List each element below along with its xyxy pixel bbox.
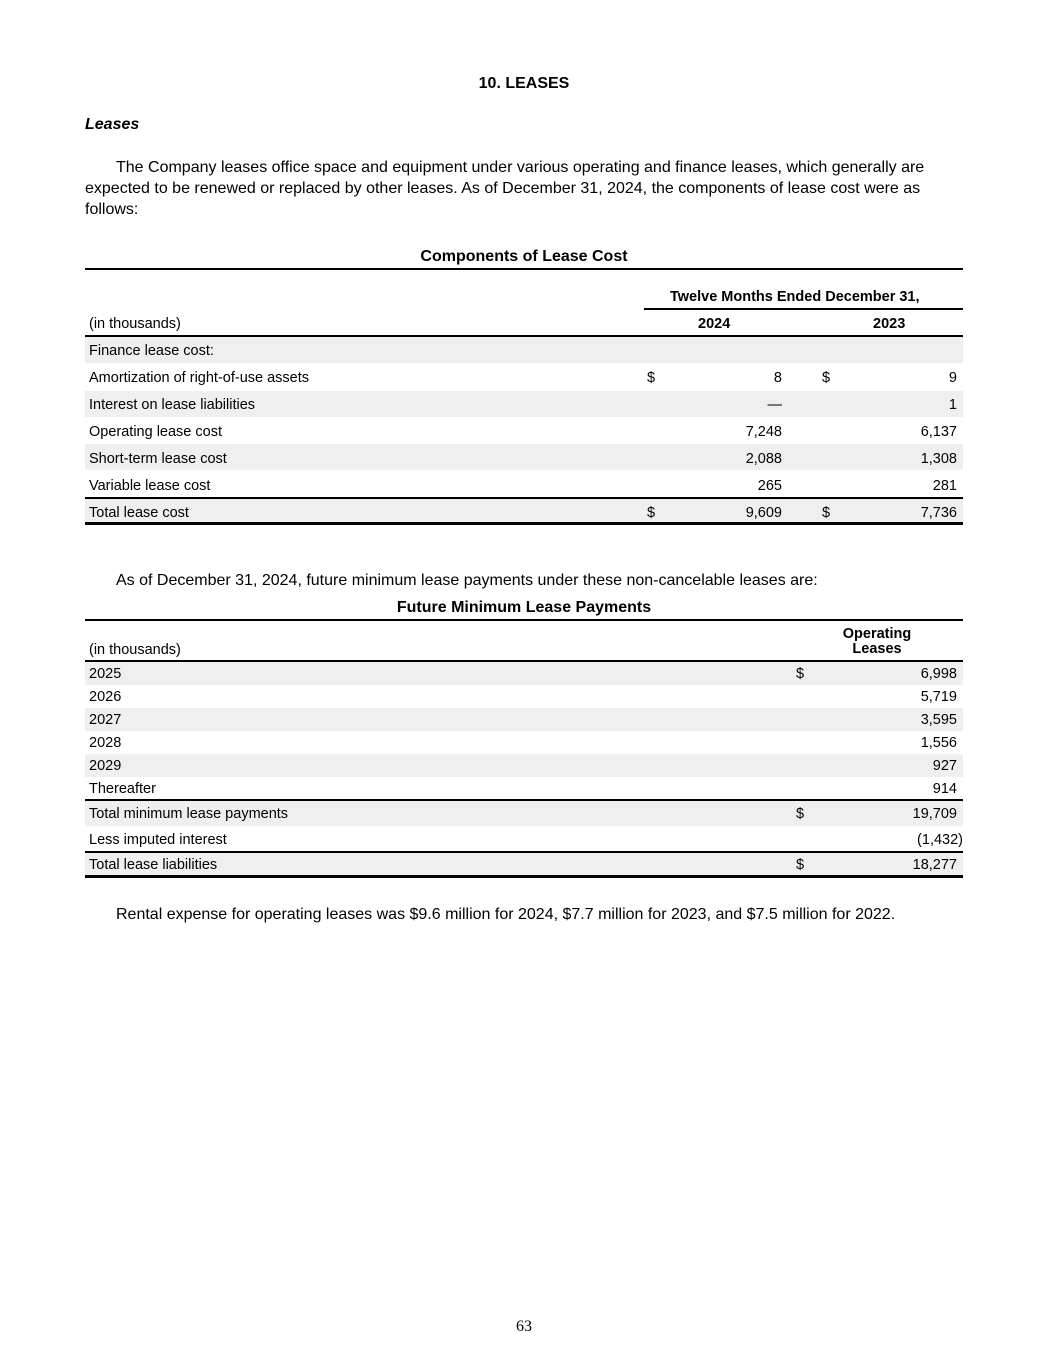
currency-symbol: $: [647, 370, 656, 386]
column-header-2024: 2024: [698, 316, 731, 332]
row-label: Operating lease cost: [89, 424, 222, 440]
table-row: [85, 708, 963, 731]
header-line: Operating: [842, 626, 912, 642]
row-value: (1,432): [917, 832, 963, 848]
value-2023: 9: [948, 370, 957, 386]
subheading: Leases: [85, 116, 140, 133]
row-label: Variable lease cost: [89, 478, 211, 494]
value-2024: 2,088: [745, 451, 782, 467]
currency-symbol: $: [822, 370, 831, 386]
table-row: [85, 685, 963, 708]
value-2024: —: [767, 397, 782, 413]
currency-symbol: $: [796, 857, 805, 873]
page-number: 63: [516, 1318, 532, 1335]
intro-paragraph: The Company leases office space and equipment under various operating and finance leases, which generally are expected to be renewed or replaced by other leases. As of December 31, 2024, the components of lease cost were as follows:: [85, 159, 925, 218]
units-label: (in thousands): [89, 642, 181, 658]
table-row: [85, 826, 963, 851]
value-2024: 8: [773, 370, 782, 386]
future-payments-paragraph: As of December 31, 2024, future minimum lease payments under these non-cancelable leases are:: [116, 572, 818, 589]
value-2024: 265: [757, 478, 782, 494]
value-2023: 7,736: [920, 505, 957, 521]
table-title: Future Minimum Lease Payments: [396, 599, 652, 616]
value-2024: 9,609: [745, 505, 782, 521]
row-value: 5,719: [920, 689, 957, 705]
currency-symbol: $: [822, 505, 831, 521]
table-row: [85, 731, 963, 754]
row-label: 2027: [89, 712, 122, 728]
row-label: 2026: [89, 689, 122, 705]
divider: [85, 619, 963, 621]
header-line: Leases: [852, 641, 902, 657]
table-row: [85, 754, 963, 777]
row-value: 927: [932, 758, 957, 774]
row-label: Amortization of right-of-use assets: [89, 370, 310, 386]
row-label: Thereafter: [89, 781, 156, 797]
table-row: [85, 337, 963, 363]
table-row: [85, 417, 963, 444]
section-title: 10. LEASES: [478, 75, 570, 92]
table-row-subtotal: [85, 801, 963, 826]
table-row: [85, 662, 963, 685]
row-label: Total lease liabilities: [89, 857, 218, 873]
table-row-total: [85, 499, 963, 522]
row-value: 6,998: [920, 666, 957, 682]
value-2024: 7,248: [745, 424, 782, 440]
double-divider: [85, 875, 963, 878]
divider: [644, 308, 963, 310]
row-label: 2028: [89, 735, 122, 751]
row-value: 18,277: [912, 857, 957, 873]
rental-expense-paragraph: Rental expense for operating leases was $9.6 million for 2024, $7.7 million for 2023, and $7.5 million for 2022.: [116, 906, 896, 923]
table-row: [85, 363, 963, 391]
period-header: Twelve Months Ended December 31,: [670, 289, 920, 305]
table-row-total: [85, 853, 963, 875]
value-2023: 281: [932, 478, 957, 494]
row-label: Interest on lease liabilities: [89, 397, 256, 413]
row-label: Short-term lease cost: [89, 451, 227, 467]
table-row: [85, 777, 963, 799]
currency-symbol: $: [647, 505, 656, 521]
header-row: [85, 316, 963, 336]
row-label: 2029: [89, 758, 122, 774]
column-header-2023: 2023: [873, 316, 906, 332]
value-2023: 1,308: [920, 451, 957, 467]
double-divider: [85, 522, 963, 525]
row-label: Total lease cost: [89, 505, 189, 521]
currency-symbol: $: [796, 666, 805, 682]
row-label: Less imputed interest: [89, 832, 227, 848]
value-2023: 1: [948, 397, 957, 413]
units-label: (in thousands): [89, 316, 181, 332]
row-label: 2025: [89, 666, 122, 682]
currency-symbol: $: [796, 806, 805, 822]
table-row: [85, 391, 963, 417]
divider: [85, 268, 963, 270]
row-label: Total minimum lease payments: [89, 806, 289, 822]
table-row: [85, 444, 963, 470]
row-value: 1,556: [920, 735, 957, 751]
header-row: [85, 642, 963, 660]
row-label: Finance lease cost:: [89, 343, 214, 359]
row-value: 3,595: [920, 712, 957, 728]
row-value: 914: [932, 781, 957, 797]
row-value: 19,709: [912, 806, 957, 822]
table-row: [85, 470, 963, 497]
value-2023: 6,137: [920, 424, 957, 440]
table-title: Components of Lease Cost: [420, 248, 628, 265]
